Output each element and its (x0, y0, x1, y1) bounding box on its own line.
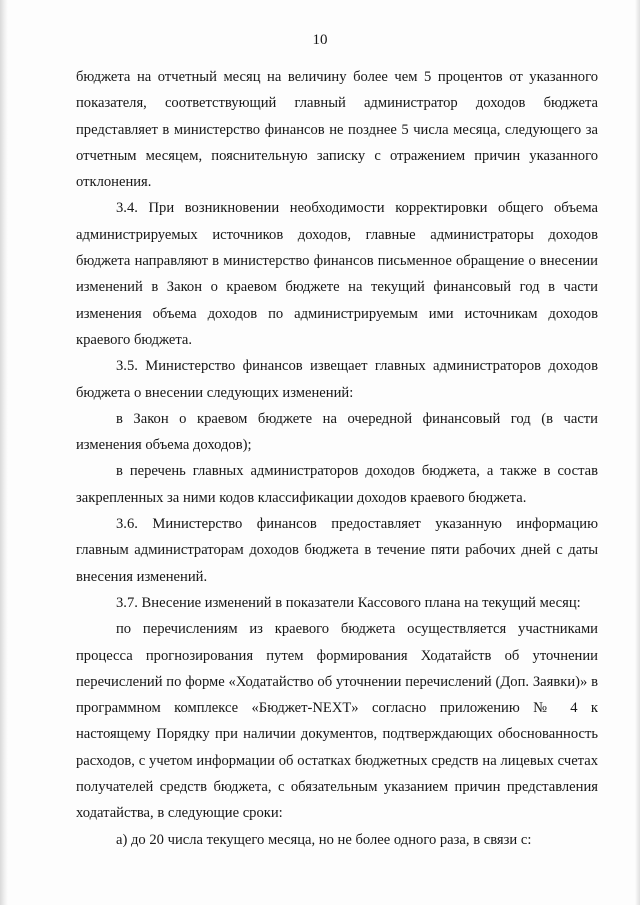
paragraph-3-4: 3.4. При возникновении необходимости корректировки общего объема администрируемых источников доходов, главные администраторы доходов бюджета направляют в министерство финансов письменное обращение о внесении изменений в Закон о краевом бюджете на текущий финансовый год в части изменения объема доходов по администрируемым ими источникам доходов краевого бюджета. (76, 200, 598, 348)
paragraph-3-5-item-law: в Закон о краевом бюджете на очередной финансовый год (в части изменения объема доходов); (76, 410, 598, 454)
document-body (76, 64, 598, 853)
paragraph-3-7: 3.7. Внесение изменений в показатели Кассового плана на текущий месяц: (116, 594, 581, 611)
paragraph-3-6: 3.6. Министерство финансов предоставляет указанную информацию главным администраторам доходов бюджета в течение пяти рабочих дней с даты внесения изменений. (76, 516, 598, 585)
scan-edge-left (0, 0, 8, 905)
paragraph-3-7-item-a: а) до 20 числа текущего месяца, но не более одного раза, в связи с: (116, 831, 532, 848)
paragraph-3-5-item-list: в перечень главных администраторов доходов бюджета, а также в состав закрепленных за ними кодов классификации доходов краевого бюджета. (76, 463, 598, 506)
paragraph-3-7-transfers: по перечислениям из краевого бюджета осуществляется участниками процесса прогнозирования путем формирования Ходатайств об уточнении перечислений по форме «Ходатайство об уточнении перечислений (Доп. Заявки)» в программном комплексе «Бюджет-NEXT» согласно приложению № 4 к настоящему Порядку при наличии документов, подтверждающих обоснованность расходов, с учетом информации об остатках бюджетных средств на лицевых счетах получателей средств бюджета, с обязательным указанием причин представления ходатайства, в следующие сроки: (76, 621, 598, 822)
page-number: 10 (312, 32, 328, 48)
paragraph-continuation: бюджета на отчетный месяц на величину более чем 5 процентов от указанного показателя, соответствующий главный администратор доходов бюджета представляет в министерство финансов не позднее 5 числа месяца, следующего за отчетным месяцем, пояснительную записку с отражением причин указанного отклонения. (76, 69, 598, 191)
paragraph-3-5: 3.5. Министерство финансов извещает главных администраторов доходов бюджета о внесении следующих изменений: (76, 358, 598, 401)
scan-edge-right (635, 0, 640, 905)
